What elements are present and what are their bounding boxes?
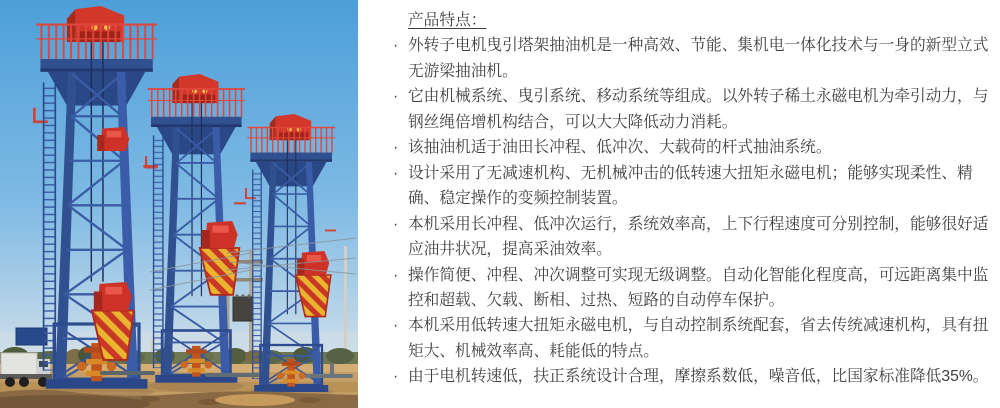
feature-item	[393, 135, 998, 160]
traveling-block-tower-1-upper	[97, 127, 129, 151]
bullet-marker: ·	[393, 215, 399, 233]
feature-text: 由于电机转速低，扶正系统设计合理，摩擦系数低，噪音低，比国家标准降低35%。	[408, 368, 989, 386]
bullet-marker: ·	[393, 266, 399, 284]
sign-board	[16, 328, 47, 345]
bullet-marker: ·	[393, 37, 399, 55]
section-title: 产品特点：	[408, 12, 487, 29]
feature-item	[393, 263, 998, 314]
feature-text: 该抽油机适于油田长冲程、低冲次、大载荷的杆式抽油系统。	[408, 139, 832, 157]
bullet-marker: ·	[393, 164, 399, 182]
bullet-marker: ·	[393, 368, 399, 386]
feature-item	[393, 161, 998, 212]
bullet-marker: ·	[393, 88, 399, 106]
distant-pole	[344, 246, 347, 366]
feature-item	[393, 364, 998, 389]
product-photo	[0, 0, 358, 408]
pumping-units-photo	[0, 0, 358, 408]
feature-text: 外转子电机曳引塔架抽油机是一种高效、节能、集机电一体化技术与一身的新型立式无游梁抽油机。	[408, 37, 989, 80]
feature-text: 设计采用了无减速机构、无机械冲击的低转速大扭矩永磁电机；能够实现柔性、精确、稳定操作的变频控制装置。	[408, 164, 973, 208]
feature-text: 本机采用低转速大扭矩永磁电机，与自动控制系统配套，省去传统减速机构，具有扭矩大、机械效率高、耗能低的特点。	[408, 317, 989, 360]
feature-item	[393, 33, 998, 84]
feature-item	[393, 212, 998, 263]
feature-text: 本机采用长冲程、低冲次运行，系统效率高，上下行程速度可分别控制，能够很好适应油井状况，提高采油效率。	[408, 215, 989, 259]
feature-text: 它由机械系统、曳引系统、移动系统等组成。以外转子稀土永磁电机为牵引动力，与钢丝绳倍增机构结合，可以大大降低动力消耗。	[408, 88, 989, 131]
feature-item	[393, 313, 998, 364]
feature-text: 操作简便、冲程、冲次调整可实现无级调整。自动化智能化程度高，可远距离集中监控和超载、欠载、断相、过热、短路的自动停车保护。	[408, 266, 989, 309]
product-features-section	[358, 0, 1000, 408]
feature-item	[393, 84, 998, 135]
bullet-marker: ·	[393, 317, 399, 335]
bullet-marker: ·	[393, 139, 399, 157]
